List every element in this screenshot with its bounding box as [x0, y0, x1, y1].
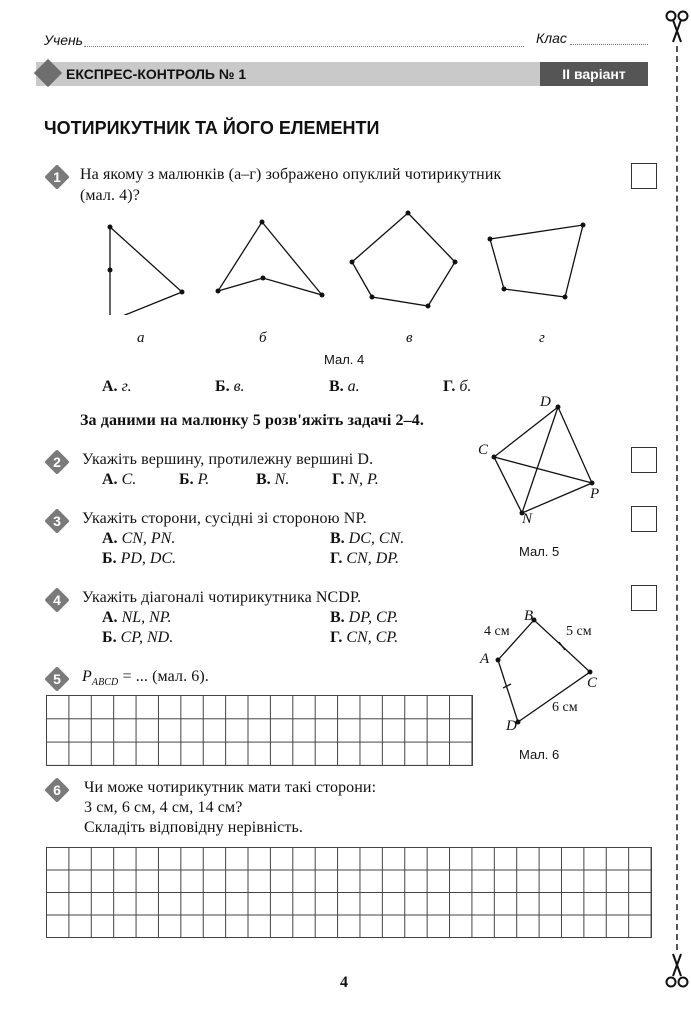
fig6-label-d: D [506, 718, 517, 734]
task-number-badge: 4 [46, 589, 68, 611]
instruction-text: За даними на малюнку 5 розв'яжіть задачі 2–4. [80, 412, 424, 429]
cut-line [676, 46, 678, 950]
page-number: 4 [340, 974, 348, 991]
fig6-side-ab: 4 см [484, 624, 510, 639]
task1-option-a[interactable]: А. г. [102, 378, 132, 395]
fig4-label-a: а [137, 330, 145, 346]
task-number-badge: 5 [46, 668, 68, 690]
fig6-side-bc: 5 см [566, 624, 592, 639]
task2-option-a[interactable]: А. C. [102, 471, 137, 488]
fig4c-shape [352, 213, 455, 306]
task1-text-cont: (мал. 4)? [80, 187, 140, 204]
task2-text: Укажіть вершину, протилежну вершині D. [82, 451, 374, 468]
task1-option-v[interactable]: В. а. [329, 378, 360, 395]
fig6-caption: Мал. 6 [519, 747, 560, 762]
figure-5 [470, 395, 610, 535]
student-label: Учень [44, 32, 84, 48]
task-number-badge: 6 [46, 779, 68, 801]
test-title: ЕКСПРЕС-КОНТРОЛЬ № 1 [66, 66, 247, 82]
scissors-icon [664, 952, 690, 992]
fig6-label-c: C [587, 675, 598, 691]
fig5-label-d: D [540, 394, 551, 410]
task3-option-g[interactable]: Г. CN, DP. [330, 550, 399, 567]
task4-option-a[interactable]: А. NL, NP. [102, 609, 172, 626]
answer-box[interactable] [631, 447, 657, 473]
fig4-caption: Мал. 4 [324, 352, 365, 367]
answer-box[interactable] [631, 163, 657, 189]
answer-box[interactable] [631, 506, 657, 532]
class-label: Клас [536, 30, 567, 46]
task4-option-g[interactable]: Г. CN, CP. [330, 629, 399, 646]
variant-label: II варіант [562, 66, 626, 82]
fig5-label-n: N [522, 511, 533, 527]
task4-option-v[interactable]: В. DP, CP. [330, 609, 399, 626]
scissors-icon [664, 10, 690, 44]
fig6-label-a: A [480, 651, 490, 667]
task2-option-b[interactable]: Б. P. [179, 471, 210, 488]
task-number-badge: 2 [46, 451, 68, 473]
fig4b-shape [218, 222, 322, 295]
page-title: ЧОТИРИКУТНИК ТА ЙОГО ЕЛЕМЕНТИ [44, 118, 380, 138]
task2-option-g[interactable]: Г. N, P. [332, 471, 379, 488]
fig5-label-c: C [478, 442, 489, 458]
task1-text: На якому з малюнків (а–г) зображено опуклий чотирикутник [80, 166, 502, 183]
task1-option-g[interactable]: Г. б. [443, 378, 472, 395]
task6-line2: 3 см, 6 см, 4 см, 14 см? [84, 799, 243, 816]
fig5-label-p: P [590, 486, 600, 502]
answer-grid[interactable] [46, 847, 652, 938]
task1-option-b[interactable]: Б. в. [215, 378, 245, 395]
fig4-label-g: г [539, 330, 545, 346]
task3-option-a[interactable]: А. CN, PN. [102, 530, 176, 547]
task2-option-v[interactable]: В. N. [256, 471, 290, 488]
fig6-side-cd: 6 см [552, 700, 578, 715]
student-name-field[interactable] [84, 34, 524, 47]
task3-option-v[interactable]: В. DC, CN. [330, 530, 405, 547]
task6-line3: Складіть відповідну нерівність. [84, 819, 303, 836]
figure-4 [100, 205, 600, 315]
task3-option-b[interactable]: Б. PD, DC. [102, 550, 177, 567]
fig5-caption: Мал. 5 [519, 544, 560, 559]
task3-text: Укажіть сторони, сусідні зі стороною NP. [82, 510, 367, 527]
fig4a-shape [110, 227, 182, 315]
task4-option-b[interactable]: Б. CP, ND. [102, 629, 174, 646]
task6-line1: Чи може чотирикутник мати такі сторони: [84, 779, 377, 796]
class-field[interactable] [570, 32, 648, 45]
fig4-label-b: б [259, 330, 267, 346]
task-number-badge: 1 [46, 166, 68, 188]
task4-text: Укажіть діагоналі чотирикутника NCDP. [82, 589, 362, 606]
answer-box[interactable] [631, 585, 657, 611]
task-number-badge: 3 [46, 510, 68, 532]
fig4-label-v: в [406, 330, 413, 346]
fig4d-shape [490, 225, 583, 297]
fig6-label-b: B [524, 608, 534, 624]
answer-grid[interactable] [46, 695, 473, 766]
task5-text: $P_{ABCD}$ = ... (мал. 6). [82, 668, 209, 689]
